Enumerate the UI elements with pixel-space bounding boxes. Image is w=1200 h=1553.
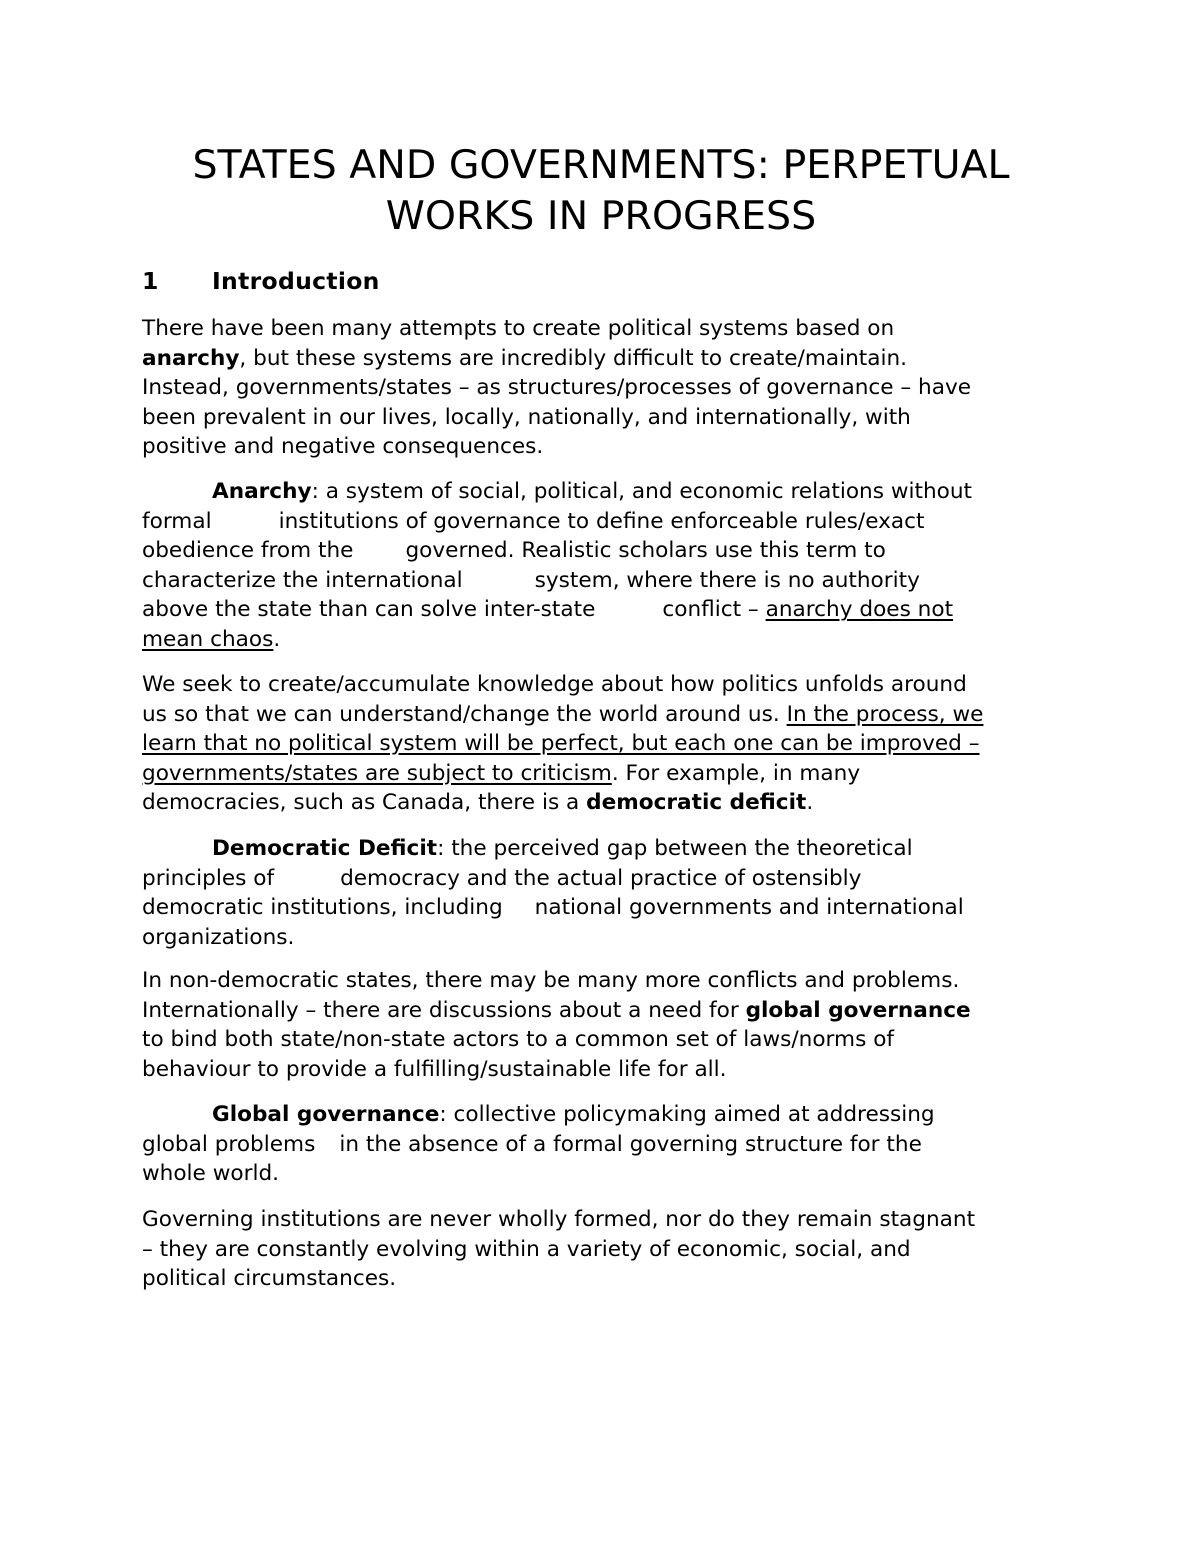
- knowledge-paragraph: [142, 670, 983, 818]
- intro-paragraph: [142, 314, 971, 462]
- section-heading: [142, 264, 380, 298]
- text-line: Instead, governments/states – as structures/processes of governance – have: [142, 375, 972, 401]
- text-run: us so that we can understand/change the world around us.: [142, 701, 787, 727]
- closing-paragraph: [142, 1205, 975, 1294]
- text-line: [142, 729, 983, 759]
- text-line: [142, 759, 983, 789]
- text-line: [142, 864, 964, 894]
- text-line: [142, 595, 972, 625]
- text-line: [142, 507, 972, 537]
- text-line: [142, 536, 972, 566]
- definition-term: Democratic Deficit: [212, 836, 438, 861]
- definition-anarchy: [142, 477, 972, 655]
- text-run: in the absence of a formal governing structure for the: [339, 1131, 922, 1157]
- text-run: : collective policymaking aimed at addressing: [439, 1102, 935, 1127]
- text-line: political circumstances.: [142, 1266, 397, 1292]
- text-line: positive and negative consequences.: [142, 434, 544, 460]
- text-run: above the state than can solve inter-state: [142, 597, 596, 623]
- section-title: Introduction: [212, 267, 380, 295]
- text-line: [142, 566, 972, 596]
- text-line: [142, 344, 971, 374]
- document-title: [142, 140, 1060, 242]
- text-run: democratic institutions, including: [142, 895, 503, 921]
- global-paragraph: [142, 966, 971, 1084]
- text-line: [142, 625, 972, 655]
- text-run: system, where there is no authority: [534, 567, 920, 593]
- text-run: democracy and the actual practice of ostensibly: [340, 865, 862, 891]
- definition-term: Global governance: [212, 1102, 440, 1127]
- text-run: national governments and international: [534, 895, 964, 921]
- text-run: .: [273, 626, 281, 652]
- definition-term: Anarchy: [212, 479, 312, 504]
- text-run: .: [806, 790, 814, 816]
- title-line-2: WORKS IN PROGRESS: [385, 193, 817, 239]
- underlined-text: mean chaos: [142, 626, 274, 652]
- underlined-text: In the process, we: [786, 701, 984, 727]
- text-run: obedience from the: [142, 538, 354, 564]
- text-line: We seek to create/accumulate knowledge about how politics unfolds around: [142, 672, 967, 697]
- text-line: [142, 700, 983, 730]
- text-run: , but these systems are incredibly difficult to create/maintain.: [239, 345, 908, 371]
- text-line: There have been many attempts to create political systems based on: [142, 316, 895, 341]
- text-run: global problems: [142, 1131, 316, 1157]
- text-line: behaviour to provide a fulfilling/sustainable life for all.: [142, 1056, 727, 1082]
- text-line: to bind both state/non-state actors to a common set of laws/norms of: [142, 1027, 895, 1053]
- text-line: – they are constantly evolving within a variety of economic, social, and: [142, 1236, 911, 1262]
- term-anarchy: anarchy: [142, 345, 240, 371]
- text-run: formal: [142, 508, 212, 534]
- text-run: principles of: [142, 865, 275, 891]
- text-line: [142, 834, 964, 864]
- text-run: : a system of social, political, and economic relations without: [311, 479, 973, 504]
- text-line: been prevalent in our lives, locally, nationally, and internationally, with: [142, 404, 911, 430]
- text-run: governed. Realistic scholars use this term to: [405, 538, 886, 564]
- text-line: [142, 788, 983, 818]
- text-line: [142, 477, 972, 507]
- section-number: 1: [142, 267, 159, 295]
- text-run: conflict –: [662, 597, 766, 623]
- text-line: whole world.: [142, 1161, 280, 1187]
- text-run: democracies, such as Canada, there is a: [142, 790, 587, 816]
- text-line: [142, 996, 971, 1026]
- text-line: In non-democratic states, there may be many more conflicts and problems.: [142, 968, 960, 993]
- definition-global-governance: [142, 1100, 935, 1189]
- text-line: organizations.: [142, 924, 295, 950]
- definition-democratic-deficit: [142, 834, 964, 952]
- term-global-governance: global governance: [745, 997, 971, 1023]
- text-line: [142, 1130, 935, 1160]
- text-line: [142, 1100, 935, 1130]
- underlined-text: anarchy does not: [765, 597, 954, 623]
- term-democratic-deficit: democratic deficit: [586, 790, 807, 816]
- text-run: Internationally – there are discussions about a need for: [142, 997, 746, 1023]
- text-run: institutions of governance to define enforceable rules/exact: [278, 508, 925, 534]
- text-run: characterize the international: [142, 567, 463, 593]
- underlined-text: governments/states are subject to criticism: [142, 760, 612, 786]
- title-line-1: STATES AND GOVERNMENTS: PERPETUAL: [192, 142, 1010, 188]
- text-line: Governing institutions are never wholly formed, nor do they remain stagnant: [142, 1207, 976, 1232]
- text-line: [142, 893, 964, 923]
- text-run: . For example, in many: [611, 760, 861, 786]
- text-run: : the perceived gap between the theoretical: [437, 836, 913, 861]
- underlined-text: learn that no political system will be perfect, but each one can be improved –: [142, 731, 980, 757]
